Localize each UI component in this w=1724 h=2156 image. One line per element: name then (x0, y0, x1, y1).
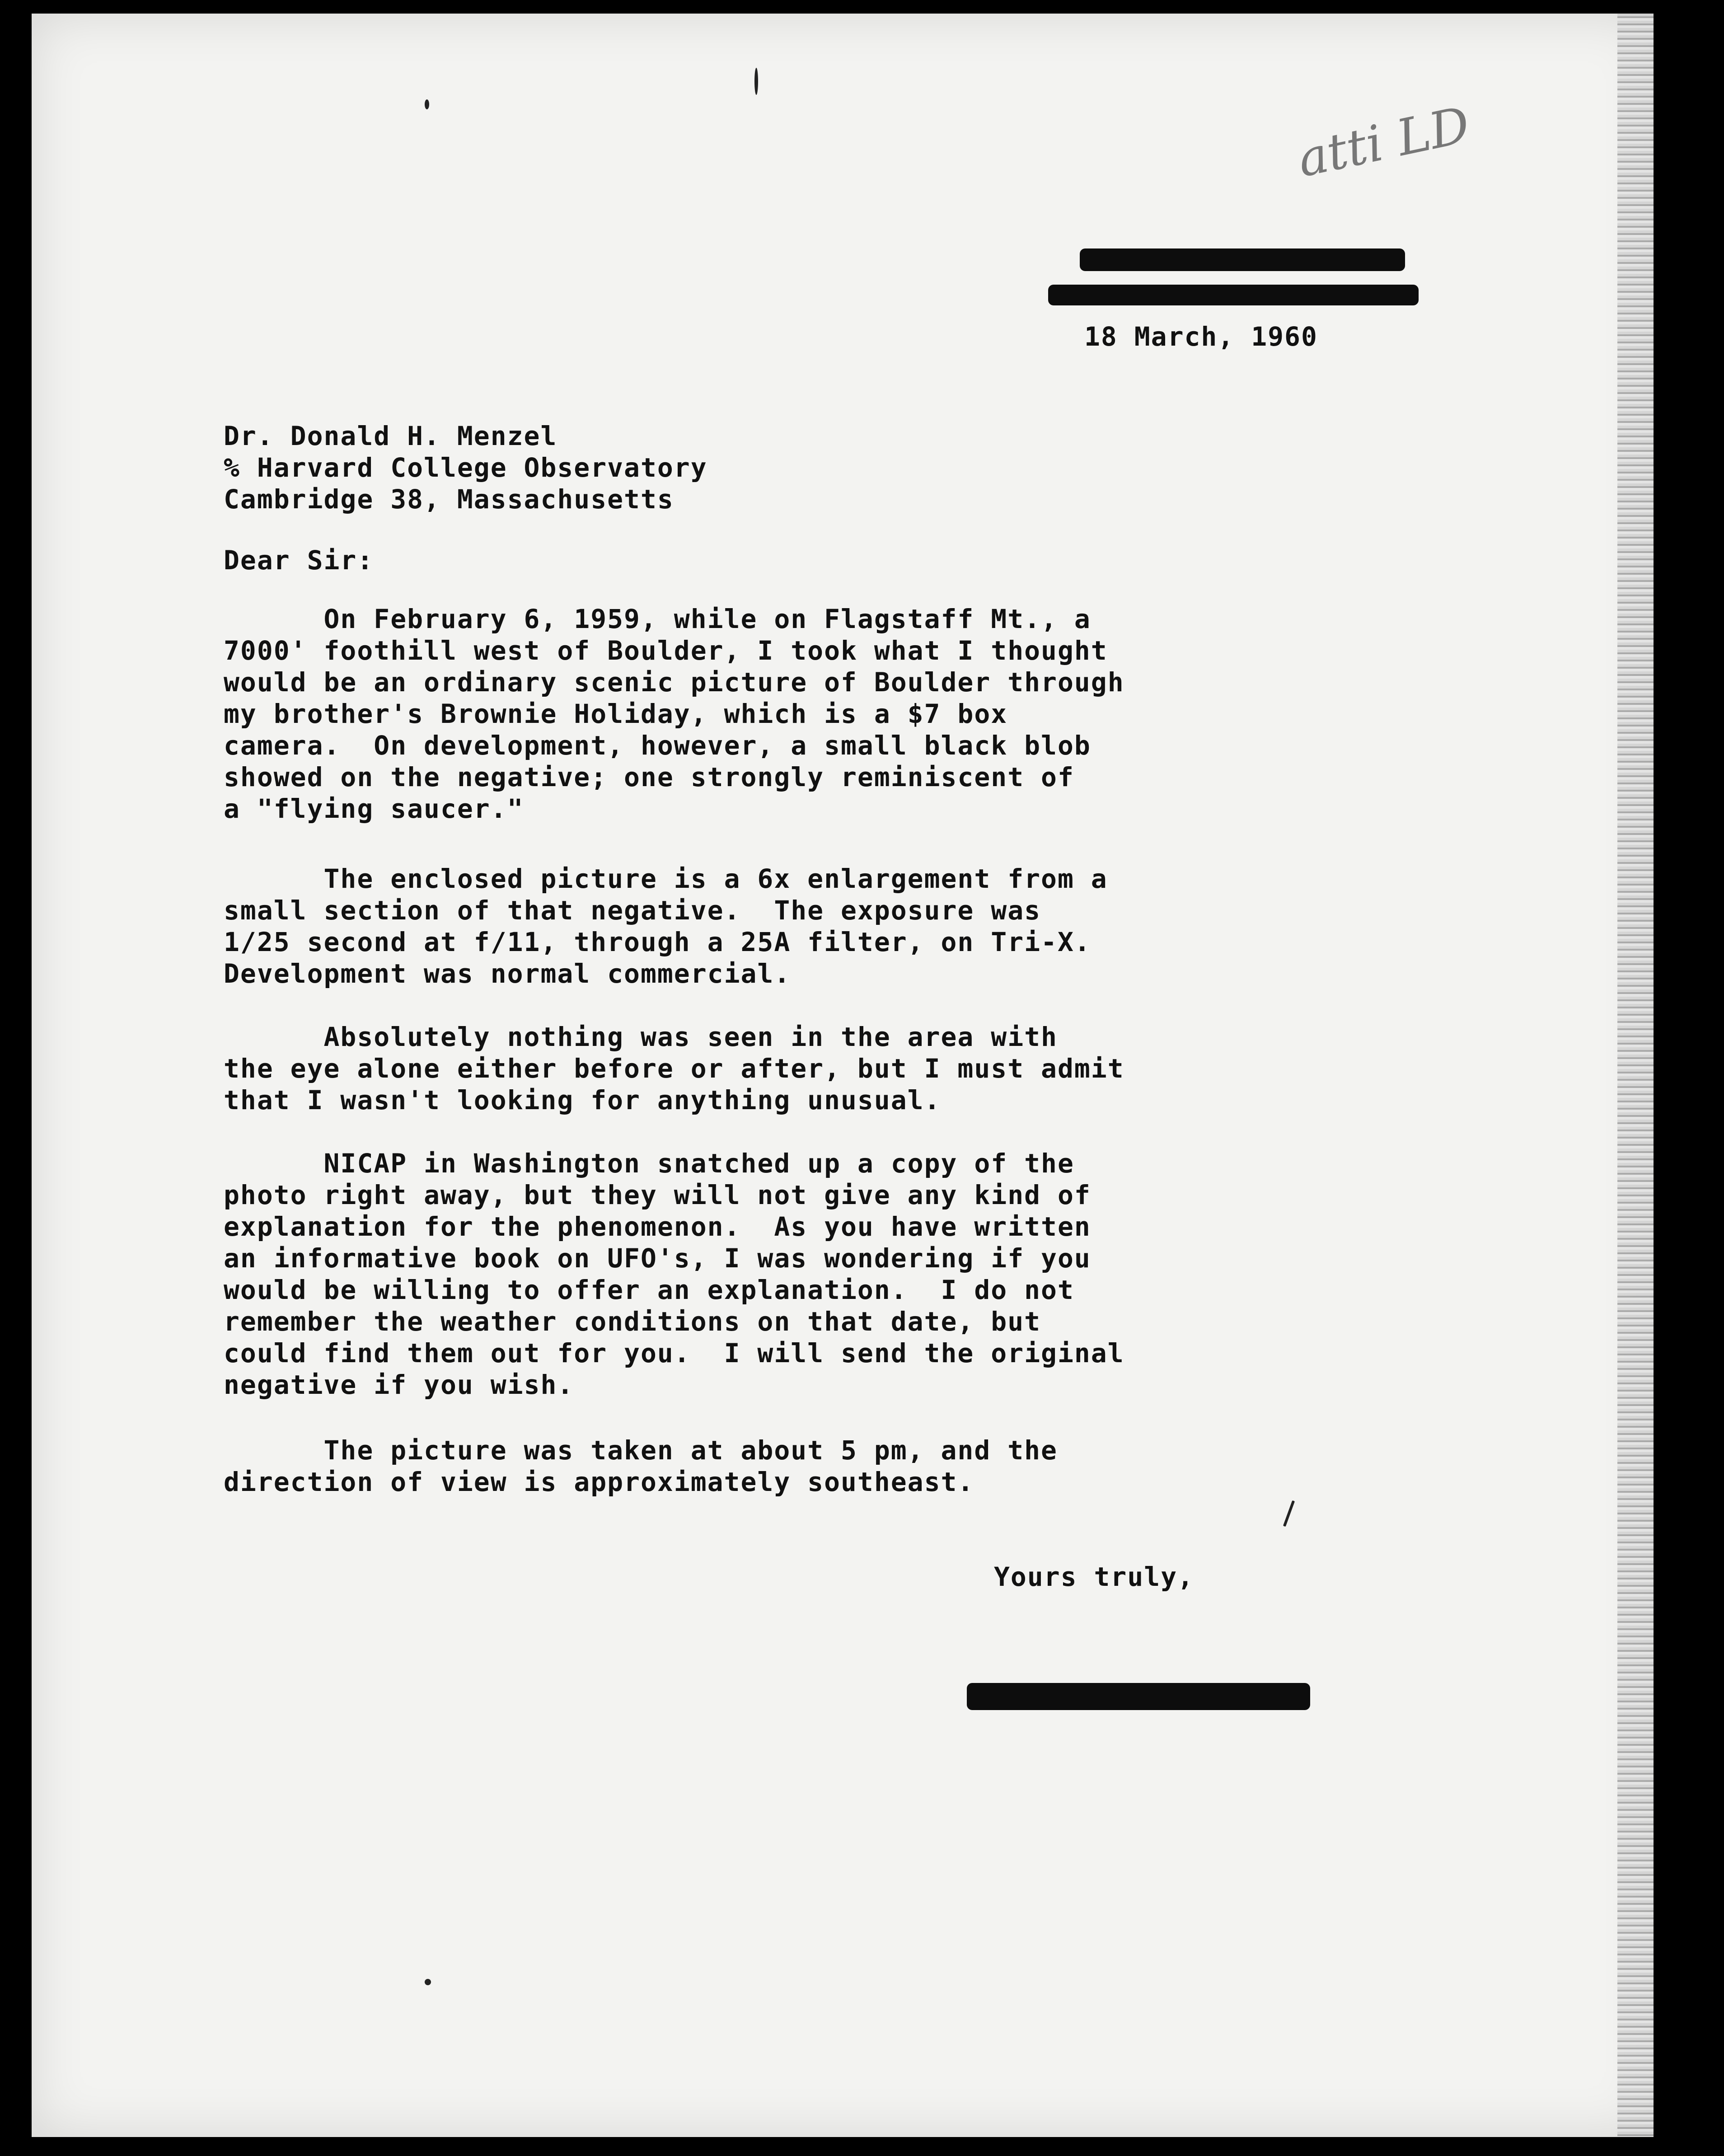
text-line: would be an ordinary scenic picture of Boulder through (224, 667, 1124, 698)
text-line: The picture was taken at about 5 pm, and the (224, 1435, 1058, 1466)
letter-page (32, 14, 1654, 2137)
text-line: could find them out for you. I will send the original (224, 1338, 1124, 1369)
text-line: camera. On development, however, a small black blob (224, 730, 1091, 761)
text-line: NICAP in Washington snatched up a copy of the (224, 1148, 1074, 1179)
text-line: The enclosed picture is a 6x enlargement from a (224, 863, 1108, 894)
text-line: showed on the negative; one strongly reminiscent of (224, 762, 1074, 792)
recipient-address (224, 420, 707, 515)
text-line: 7000' foothill west of Boulder, I took what I thought (224, 635, 1108, 666)
text-line: that I wasn't looking for anything unusual. (224, 1085, 941, 1115)
scan-speck (1283, 1500, 1295, 1527)
paragraph (224, 1021, 1124, 1116)
text-line: direction of view is approximately southeast. (224, 1467, 974, 1497)
redacted-signature (967, 1683, 1310, 1710)
paragraph (224, 1148, 1124, 1401)
text-line: remember the weather conditions on that date, but (224, 1306, 1041, 1337)
text-line: Development was normal commercial. (224, 958, 791, 989)
handwritten-note: atti LD (1292, 95, 1475, 188)
text-line: small section of that negative. The exposure was (224, 895, 1041, 926)
text-line: negative if you wish. (224, 1369, 574, 1400)
address-line: Dr. Donald H. Menzel (224, 421, 557, 451)
text-line: photo right away, but they will not give any kind of (224, 1180, 1091, 1210)
text-line: a "flying saucer." (224, 793, 524, 824)
text-line: Absolutely nothing was seen in the area with (224, 1022, 1058, 1052)
text-line: explanation for the phenomenon. As you have written (224, 1211, 1091, 1242)
text-line: my brother's Brownie Holiday, which is a $7 box (224, 698, 1008, 729)
salutation: Dear Sir: (224, 545, 374, 576)
paragraph (224, 863, 1108, 989)
scan-speck (425, 99, 429, 109)
paragraph (224, 1434, 1058, 1498)
text-line: would be willing to offer an explanation. I do not (224, 1275, 1074, 1305)
text-line: the eye alone either before or after, but I must admit (224, 1053, 1124, 1084)
closing: Yours truly, (994, 1561, 1195, 1592)
paragraph (224, 603, 1124, 825)
page-edge (1617, 14, 1654, 2137)
text-line: 1/25 second at f/11, through a 25A filter, on Tri-X. (224, 927, 1091, 957)
address-line: % Harvard College Observatory (224, 452, 707, 483)
text-line: On February 6, 1959, while on Flagstaff Mt., a (224, 604, 1091, 634)
text-line: an informative book on UFO's, I was wondering if you (224, 1243, 1091, 1274)
scan-speck (425, 1979, 431, 1985)
redacted-sender-line-2 (1048, 285, 1419, 305)
letter-date: 18 March, 1960 (1084, 321, 1318, 352)
redacted-sender-line-1 (1080, 248, 1405, 271)
scan-speck (754, 68, 758, 95)
address-line: Cambridge 38, Massachusetts (224, 484, 674, 515)
